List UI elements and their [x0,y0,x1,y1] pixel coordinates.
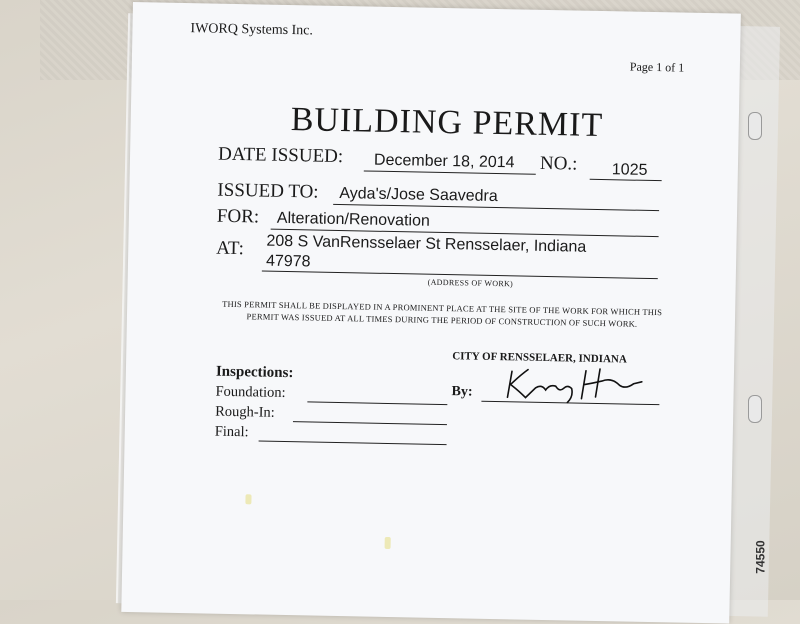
address-line-1: 208 S VanRensselaer St Rensselaer, Indiana [266,232,587,256]
date-issued-label: DATE ISSUED: [217,143,344,168]
address-caption: (ADDRESS OF WORK) [427,277,514,289]
display-notice: THIS PERMIT SHALL BE DISPLAYED IN A PROMINENT PLACE AT THE SITE OF THE WORK FOR WHICH THIS PERMIT WAS ISSUED AT ALL TIMES DURING THE PERIOD OF CONSTRUCTION OF SUCH WORK. [222,298,663,329]
page-indicator: Page 1 of 1 [629,59,685,75]
number-underline [590,179,662,181]
city-authority: CITY OF RENSSELAER, INDIANA [452,350,627,366]
by-label: By: [451,384,473,400]
handwritten-signature [501,361,652,408]
foundation-line [307,401,447,405]
final-line [259,440,447,445]
sleeve-stamp-number: 74550 [753,540,768,574]
at-label: AT: [216,237,245,260]
for-label: FOR: [216,205,260,228]
for-value: Alteration/Renovation [276,209,430,230]
number-label: NO.: [539,152,578,175]
foundation-label: Foundation: [215,383,286,402]
permit-document [121,2,741,624]
company-name: IWORQ Systems Inc. [190,21,314,39]
address-line-2: 47978 [265,252,311,271]
punch-hole [748,112,762,140]
punch-hole [748,395,762,423]
issued-to-label: ISSUED TO: [217,179,319,203]
rough-in-label: Rough-In: [214,403,275,421]
date-issued-value: December 18, 2014 [373,151,515,172]
inspections-heading: Inspections: [215,363,294,382]
rough-in-line [293,421,447,425]
final-label: Final: [214,423,249,441]
paint-speck [245,494,251,504]
permit-title: BUILDING PERMIT [290,101,604,145]
paint-speck [385,537,391,549]
number-value: 1025 [611,161,648,179]
issued-to-value: Ayda's/Jose Saavedra [339,184,498,206]
